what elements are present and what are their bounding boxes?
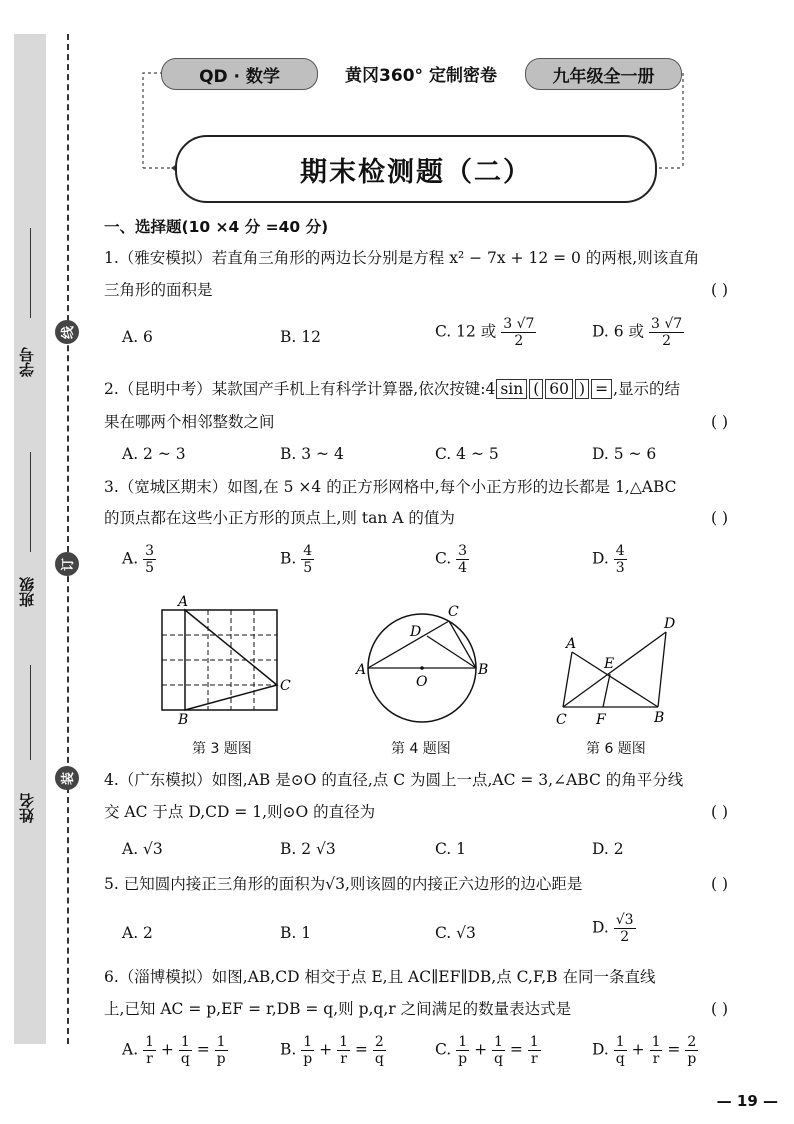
name-blank xyxy=(30,665,31,760)
fig4-label-o: O xyxy=(416,674,428,690)
section-heading: 一、选择题(10 ×4 分 =40 分) xyxy=(104,218,329,236)
fig6-label-e: E xyxy=(604,656,615,672)
q5-answer-blank: ( ) xyxy=(710,875,728,893)
student-id-label: 学号 xyxy=(18,347,36,377)
figure-6-caption: 第 6 题图 xyxy=(586,741,646,757)
fig3-label-c: C xyxy=(280,678,291,694)
name-label: 姓名 xyxy=(18,793,36,823)
q5-option-d: D. $\frac{√3}{2}$ xyxy=(592,912,634,945)
q3-answer-blank: ( ) xyxy=(710,509,728,527)
q4-option-b: B. 2 √3 xyxy=(280,840,336,858)
q3-line2: 的顶点都在这些小正方形的顶点上,则 tan A 的值为 xyxy=(104,509,455,527)
student-id-blank xyxy=(30,228,31,318)
q3-option-c: C. $\frac{3}{4}$ xyxy=(435,543,468,576)
fig3-label-b: B xyxy=(178,712,189,727)
q5-option-b: B. 1 xyxy=(280,924,312,942)
q3-line1: 3.（宽城区期末）如图,在 5 ×4 的正方形网格中,每个小正方形的边长都是 1,△ABC xyxy=(104,478,677,496)
key-sin: sin xyxy=(496,379,527,399)
q2-option-b: B. 3 ~ 4 xyxy=(280,445,344,463)
q2-option-a: A. 2 ~ 3 xyxy=(122,445,186,463)
q1-answer-blank: ( ) xyxy=(710,281,728,299)
q6-option-d: D. $\frac{1}{q}$ + $\frac{1}{r}$ = $\frac{2}{p}$ xyxy=(592,1034,697,1067)
q2-option-d: D. 5 ~ 6 xyxy=(592,445,657,463)
cut-line xyxy=(67,34,69,1044)
q6-option-a: A. $\frac{1}{r}$ + $\frac{1}{q}$ = $\frac{1}{p}$ xyxy=(122,1034,226,1067)
figure-4-circle xyxy=(352,598,492,730)
key-lparen: ( xyxy=(529,379,543,399)
q4-answer-blank: ( ) xyxy=(710,803,728,821)
figure-3-caption: 第 3 题图 xyxy=(192,741,252,757)
q1-option-c: C. 12 或 $\frac{3 √7}{2}$ xyxy=(435,316,535,349)
q2-option-c: C. 4 ~ 5 xyxy=(435,445,499,463)
key-equals: = xyxy=(591,379,612,399)
fig6-label-b: B xyxy=(654,710,665,726)
subject-badge: QD · 数学 xyxy=(161,58,318,90)
key-rparen: ) xyxy=(575,379,589,399)
fig6-label-f: F xyxy=(596,712,606,728)
q3-option-d: D. $\frac{4}{3}$ xyxy=(592,543,625,576)
figure-4-caption: 第 4 题图 xyxy=(391,741,451,757)
figure-6-lines xyxy=(548,612,688,732)
fig4-label-d: D xyxy=(410,624,422,640)
bind-mark-line: 线 xyxy=(55,320,79,344)
figure-3-grid xyxy=(150,592,300,727)
q6-option-c: C. $\frac{1}{p}$ + $\frac{1}{q}$ = $\frac{1}{r}$ xyxy=(435,1034,539,1067)
fig6-label-d: D xyxy=(664,616,676,632)
q5-option-c: C. √3 xyxy=(435,924,476,942)
fig3-label-a: A xyxy=(178,594,189,610)
bind-mark-bind: 装 xyxy=(55,766,79,790)
q6-answer-blank: ( ) xyxy=(710,1000,728,1018)
q6-line2: 上,已知 AC = p,EF = r,DB = q,则 p,q,r 之间满足的数量表达式是 xyxy=(104,1000,572,1018)
grade-badge: 九年级全一册 xyxy=(525,58,682,90)
q6-line1: 6.（淄博模拟）如图,AB,CD 相交于点 E,且 AC∥EF∥DB,点 C,F,B 在同一条直线 xyxy=(104,968,656,986)
q4-option-d: D. 2 xyxy=(592,840,624,858)
page-number: — 19 — xyxy=(716,1092,778,1110)
q1-option-d: D. 6 或 $\frac{3 √7}{2}$ xyxy=(592,316,683,349)
q4-line2: 交 AC 于点 D,CD = 1,则⊙O 的直径为 xyxy=(104,803,376,821)
q2-line1: 2.（昆明中考）某款国产手机上有科学计算器,依次按键:4 sin ( 60 ) = ,显示的结 xyxy=(104,380,681,398)
class-label: 班级 xyxy=(18,577,36,607)
fig6-label-c: C xyxy=(556,712,567,728)
q2-answer-blank: ( ) xyxy=(710,413,728,431)
fig4-label-c: C xyxy=(448,604,459,620)
q1-line2: 三角形的面积是 xyxy=(104,281,213,299)
q2-line2: 果在哪两个相邻整数之间 xyxy=(104,413,275,431)
fig4-label-a: A xyxy=(356,662,367,678)
q1-option-b: B. 12 xyxy=(280,328,321,346)
exam-header xyxy=(135,58,690,198)
brand-label: 黄冈360° 定制密卷 xyxy=(345,65,497,86)
q4-option-a: A. √3 xyxy=(122,840,163,858)
class-blank xyxy=(30,452,31,552)
bind-mark-staple: 订 xyxy=(55,552,79,576)
q3-option-b: B. $\frac{4}{5}$ xyxy=(280,543,313,576)
page-title: 期末检测题（二） xyxy=(175,135,657,203)
q4-option-c: C. 1 xyxy=(435,840,467,858)
q5-line1: 5. 已知圆内接正三角形的面积为√3,则该圆的内接正六边形的边心距是 xyxy=(104,875,583,893)
fig6-label-a: A xyxy=(566,636,577,652)
q1-option-a: A. 6 xyxy=(122,328,153,346)
q6-option-b: B. $\frac{1}{p}$ + $\frac{1}{r}$ = $\frac{2}{q}$ xyxy=(280,1034,384,1067)
q5-option-a: A. 2 xyxy=(122,924,153,942)
q1-line1: 1.（雅安模拟）若直角三角形的两边长分别是方程 x² − 7x + 12 = 0 的两根,则该直角 xyxy=(104,249,700,267)
fig4-label-b: B xyxy=(478,662,489,678)
q4-line1: 4.（广东模拟）如图,AB 是⊙O 的直径,点 C 为圆上一点,AC = 3,∠ABC 的角平分线 xyxy=(104,771,684,789)
q3-option-a: A. $\frac{3}{5}$ xyxy=(122,543,154,576)
key-60: 60 xyxy=(545,379,573,399)
